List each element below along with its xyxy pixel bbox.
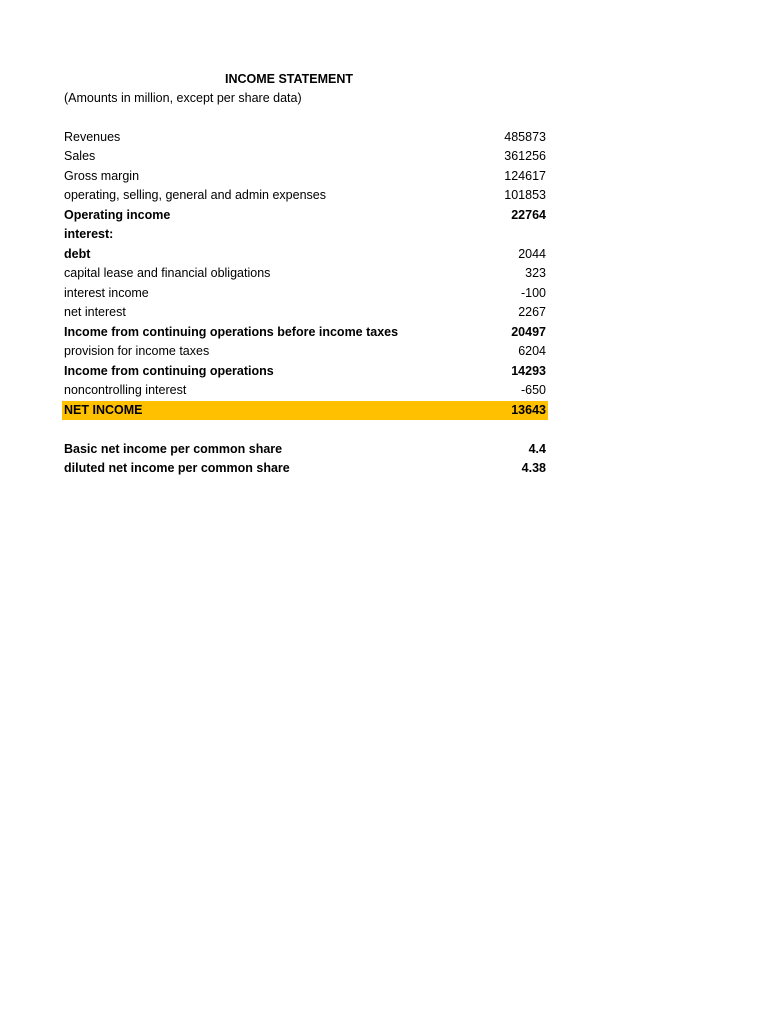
row-value: 20497 bbox=[511, 324, 546, 339]
row-value: -650 bbox=[520, 383, 546, 397]
row-value: 4.4 bbox=[528, 441, 546, 456]
row-interest-header bbox=[62, 225, 548, 245]
row-label: Basic net income per common share bbox=[64, 441, 283, 456]
row-value: 101853 bbox=[504, 188, 546, 202]
row-noncontrolling-interest bbox=[62, 381, 548, 401]
row-label: provision for income taxes bbox=[64, 344, 210, 358]
row-label: diluted net income per common share bbox=[64, 461, 290, 475]
row-net-interest bbox=[62, 303, 548, 323]
row-label: Revenues bbox=[64, 129, 121, 144]
statement-title-text: INCOME STATEMENT bbox=[224, 72, 353, 86]
row-label: Sales bbox=[64, 149, 96, 163]
row-label: Income from continuing operations before income taxes bbox=[64, 324, 399, 339]
row-value: 4.38 bbox=[521, 461, 546, 475]
statement-title bbox=[0, 70, 610, 89]
row-operating-expenses bbox=[62, 186, 548, 206]
row-gross-margin bbox=[62, 167, 548, 187]
row-value: 22764 bbox=[511, 207, 546, 222]
row-label: Income from continuing operations bbox=[64, 363, 274, 378]
row-value: 323 bbox=[525, 266, 546, 280]
row-label: interest income bbox=[64, 285, 149, 300]
row-label: debt bbox=[64, 246, 91, 261]
row-label: NET INCOME bbox=[64, 402, 143, 417]
spacer-row bbox=[62, 420, 548, 440]
row-debt bbox=[62, 245, 548, 265]
row-interest-income bbox=[62, 284, 548, 304]
row-label: capital lease and financial obligations bbox=[64, 266, 271, 280]
row-value: -100 bbox=[520, 285, 546, 300]
row-basic-eps bbox=[62, 440, 548, 460]
row-value: 2267 bbox=[518, 305, 546, 319]
row-diluted-eps bbox=[62, 459, 548, 479]
row-label: Operating income bbox=[64, 207, 171, 222]
row-value: 13643 bbox=[511, 402, 546, 417]
row-income-continuing-ops bbox=[62, 362, 548, 382]
row-net-income bbox=[62, 401, 548, 421]
row-value: 6204 bbox=[518, 344, 546, 358]
row-label: interest: bbox=[64, 227, 114, 241]
row-label: Gross margin bbox=[64, 168, 140, 183]
row-revenues bbox=[62, 128, 548, 148]
row-sales bbox=[62, 147, 548, 167]
statement-subtitle: (Amounts in million, except per share data) bbox=[64, 91, 302, 105]
row-label: net interest bbox=[64, 305, 126, 319]
row-provision-taxes bbox=[62, 342, 548, 362]
row-value: 2044 bbox=[518, 246, 546, 261]
spacer-row bbox=[62, 108, 548, 128]
row-value: 361256 bbox=[504, 149, 546, 163]
row-label: noncontrolling interest bbox=[64, 383, 187, 397]
row-label: operating, selling, general and admin expenses bbox=[64, 188, 326, 202]
income-statement-sheet bbox=[62, 70, 548, 479]
row-capital-lease bbox=[62, 264, 548, 284]
row-value: 485873 bbox=[504, 129, 546, 144]
row-value: 124617 bbox=[504, 168, 546, 183]
row-income-before-taxes bbox=[62, 323, 548, 343]
row-operating-income bbox=[62, 206, 548, 226]
row-value: 14293 bbox=[511, 363, 546, 378]
